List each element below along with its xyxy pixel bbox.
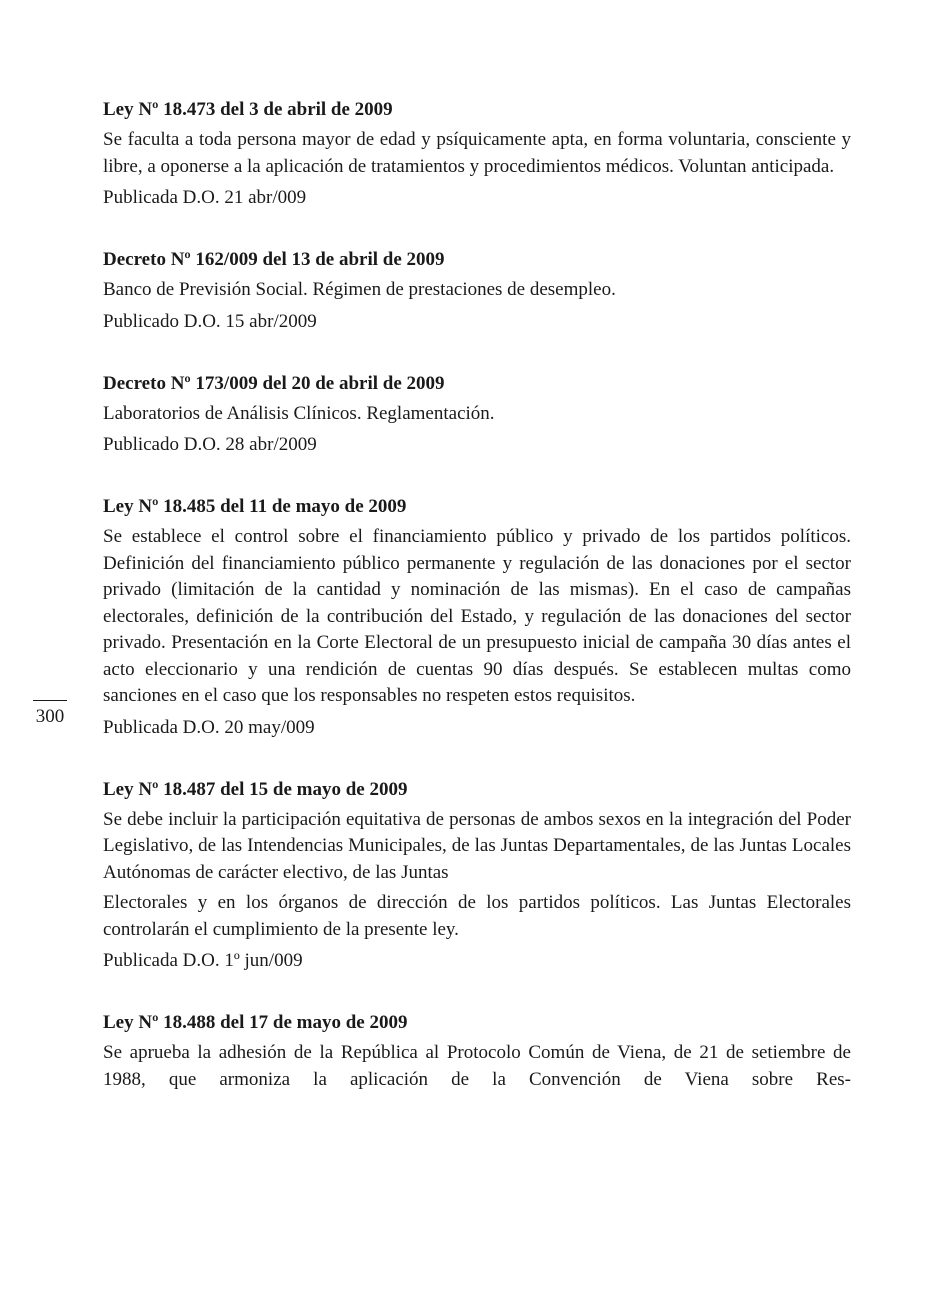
entry-description: Banco de Previsión Social. Régimen de prestaciones de desempleo. [103, 279, 616, 300]
entry-description: Se faculta a toda persona mayor de edad y psíquicamente apta, en forma voluntaria, consciente y libre, a oponerse a la aplicación de tratamientos y procedimientos médicos. Voluntan anticipada. [103, 129, 851, 177]
entry-publication: Publicada D.O. 1º jun/009 [103, 950, 303, 971]
entry-title: Decreto Nº 162/009 del 13 de abril de 2009 [103, 249, 445, 270]
page-number-rule [33, 700, 67, 701]
entry-description-continued: Electorales y en los órganos de dirección de los partidos políticos. Las Juntas Electorales controlarán el cumplimiento de la presente ley. [103, 892, 851, 940]
entry-publication: Publicado D.O. 28 abr/2009 [103, 434, 317, 455]
entry-decreto-173-009 [103, 371, 851, 459]
entry-title: Ley Nº 18.485 del 11 de mayo de 2009 [103, 496, 407, 517]
entry-publication: Publicada D.O. 20 may/009 [103, 716, 315, 738]
entry-publication: Publicado D.O. 15 abr/2009 [103, 310, 317, 332]
page-number: 300 [35, 706, 65, 727]
entry-ley-18485 [103, 494, 851, 741]
entry-description: Laboratorios de Análisis Clínicos. Reglamentación. [103, 402, 495, 424]
page-number-block [33, 700, 67, 728]
entry-description: Se establece el control sobre el financiamiento público y privado de los partidos políticos. Definición del financiamiento público permanente y regulación de las donaciones por el sector privado (limitación de la cantidad y nominación de las mismas). En el caso de campañas electorales, definición de la contribución del Estado, y regulación de las donaciones del sector privado. Presentación en la Corte Electoral de un presupuesto inicial de campaña 30 días antes el acto eleccionario y una rendición de cuentas 90 días después. Se establecen multas como sanciones en el caso que los responsables no respeten estos requisitos. [103, 526, 851, 706]
entry-title: Ley Nº 18.487 del 15 de mayo de 2009 [103, 778, 408, 800]
entry-decreto-162-009 [103, 247, 851, 335]
entry-description: Se aprueba la adhesión de la República al Protocolo Común de Viena, de 21 de setiembre de 1988, que armoniza la aplicación de la Convención de Viena sobre Res- [103, 1042, 851, 1090]
entry-description: Se debe incluir la participación equitativa de personas de ambos sexos en la integración del Poder Legislativo, de las Intendencias Municipales, de las Juntas Departamentales, de las Juntas Locales Autónomas de carácter electivo, de las Juntas [103, 808, 851, 883]
entry-title: Ley Nº 18.473 del 3 de abril de 2009 [103, 99, 393, 120]
entry-publication: Publicada D.O. 21 abr/009 [103, 187, 307, 208]
entry-title: Decreto Nº 173/009 del 20 de abril de 2009 [103, 372, 445, 394]
entry-ley-18488 [103, 1010, 851, 1093]
entry-ley-18473 [103, 97, 851, 211]
entry-title: Ley Nº 18.488 del 17 de mayo de 2009 [103, 1012, 408, 1033]
entry-ley-18487 [103, 777, 851, 975]
page-content [103, 97, 851, 1093]
